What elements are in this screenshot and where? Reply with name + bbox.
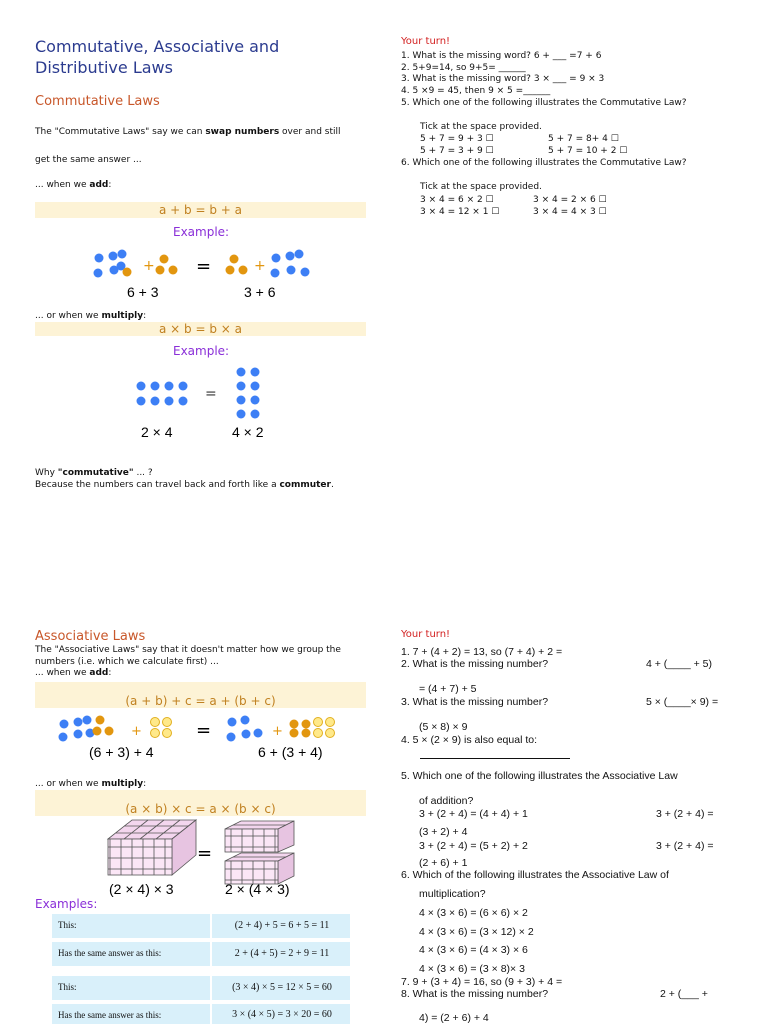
when-text: : [143, 311, 147, 321]
mult-formula: a × b = b × a [159, 322, 242, 336]
question-line: 3 + (2 + 4) = (4 + 4) + 1 [419, 808, 528, 820]
table-row [52, 914, 350, 938]
svg-text:+: + [254, 258, 266, 274]
assoc-mult-left-label: (2 × 4) × 3 [109, 881, 174, 897]
add-example-left-label: 6 + 3 [127, 284, 159, 300]
option[interactable]: 3 × 4 = 6 × 2 ☐ [420, 195, 494, 205]
assoc-mult-right-label: 2 × (4 × 3) [225, 881, 290, 897]
question-side-text: 5 × (____× 9) = [646, 696, 719, 708]
associative-intro-1: The "Associative Laws" say that it doesn't matter how we group the [35, 645, 341, 655]
when-text: ... or when we [35, 779, 102, 789]
question-line: 3. What is the missing number? [401, 696, 549, 708]
question-line: 2. What is the missing number? [401, 658, 549, 670]
answer-line [420, 758, 570, 759]
question-3: 3. What is the missing word? 3 × ___ = 9 × 3 [401, 74, 605, 84]
example-label: Example: [173, 344, 230, 358]
why-text: Why [35, 468, 58, 478]
svg-text:=: = [205, 386, 217, 402]
table-cell-label: This: [58, 920, 77, 930]
svg-text:=: = [196, 720, 212, 741]
examples-label: Examples: [35, 897, 98, 911]
table-row [52, 1004, 350, 1024]
because-text: . [330, 480, 334, 490]
example-label: Example: [173, 225, 230, 239]
table-cell-label: Has the same answer as this: [58, 1010, 162, 1020]
when-bold: add [89, 668, 109, 678]
assoc-mult-formula: (a × b) × c = a × (b × c) [125, 802, 276, 816]
mult-example-left-label: 2 × 4 [141, 424, 173, 440]
svg-text:+: + [272, 724, 283, 739]
question-line: 5. Which one of the following illustrates the Associative Law [401, 770, 678, 782]
when-text: : [108, 668, 112, 678]
option[interactable]: 5 + 7 = 9 + 3 ☐ [420, 134, 494, 144]
svg-text:+: + [143, 258, 155, 274]
why-bold: "commutative" [57, 468, 134, 478]
because-bold: commuter [279, 480, 331, 490]
your-turn-heading: Your turn! [401, 36, 451, 47]
why-text: ... ? [133, 468, 153, 478]
svg-text:+: + [131, 724, 142, 739]
intro-text: The "Commutative Laws" say we can [35, 127, 206, 137]
question-line: 1. 7 + (4 + 2) = 13, so (7 + 4) + 2 = [401, 646, 563, 658]
svg-text:=: = [196, 256, 212, 277]
when-bold: add [89, 180, 109, 190]
commutative-intro-line2: get the same answer ... [35, 155, 142, 165]
table-cell-expression: 2 + (4 + 5) = 2 + 9 = 11 [210, 942, 352, 966]
question-line: 4 × (3 × 6) = (4 × 3) × 6 [419, 944, 528, 956]
option[interactable]: 5 + 7 = 8+ 4 ☐ [548, 134, 619, 144]
when-bold: multiply [101, 311, 144, 321]
when-text: : [108, 180, 112, 190]
option[interactable]: 5 + 7 = 10 + 2 ☐ [548, 146, 628, 156]
tick-instruction: Tick at the space provided. [420, 122, 542, 132]
svg-text:=: = [197, 843, 213, 864]
option[interactable]: 5 + 7 = 3 + 9 ☐ [420, 146, 494, 156]
associative-heading: Associative Laws [35, 629, 146, 644]
question-side-text: 3 + (2 + 4) = [656, 808, 714, 820]
question-line: 4. 5 × (2 × 9) is also equal to: [401, 734, 537, 746]
assoc-add-formula: (a + b) + c = a + (b + c) [125, 694, 276, 708]
table-cell-expression: (3 × 4) × 5 = 12 × 5 = 60 [210, 976, 352, 1000]
examples-table [52, 914, 350, 1024]
question-line: = (4 + 7) + 5 [419, 683, 477, 695]
when-text: ... when we [35, 668, 90, 678]
question-line: 6. Which of the following illustrates the Associative Law of [401, 869, 669, 881]
table-row [52, 976, 350, 1000]
question-line: 4 × (3 × 6) = (6 × 6) × 2 [419, 907, 528, 919]
intro-text: over and still [279, 127, 341, 137]
option[interactable]: 3 × 4 = 12 × 1 ☐ [420, 207, 500, 217]
question-line: multiplication? [419, 888, 486, 900]
question-1: 1. What is the missing word? 6 + ___ =7 + 6 [401, 51, 602, 61]
commutative-heading: Commutative Laws [35, 94, 160, 109]
when-text: ... or when we [35, 311, 102, 321]
intro-bold: swap numbers [205, 127, 280, 137]
question-line: 7. 9 + (3 + 4) = 16, so (9 + 3) + 4 = [401, 976, 563, 988]
question-6: 6. Which one of the following illustrates the Commutative Law? [401, 158, 687, 168]
table-cell-expression: (2 + 4) + 5 = 6 + 5 = 11 [210, 914, 352, 938]
because-text: Because the numbers can travel back and forth like a [35, 480, 280, 490]
page-title-line1: Commutative, Associative and [35, 37, 280, 56]
assoc-add-left-label: (6 + 3) + 4 [89, 744, 154, 760]
question-line: 4 × (3 × 6) = (3 × 8)× 3 [419, 963, 525, 975]
option[interactable]: 3 × 4 = 2 × 6 ☐ [533, 195, 607, 205]
question-line: (5 × 8) × 9 [419, 721, 468, 733]
question-side-text: 2 + (___ + [660, 988, 708, 1000]
question-4: 4. 5 ×9 = 45, then 9 × 5 =______ [401, 86, 551, 96]
table-row [52, 942, 350, 966]
add-formula: a + b = b + a [159, 203, 242, 217]
question-line: 8. What is the missing number? [401, 988, 549, 1000]
question-side-text: 4 + (____ + 5) [646, 658, 712, 670]
question-line: 4) = (2 + 6) + 4 [419, 1012, 489, 1024]
table-cell-expression: 3 × (4 × 5) = 3 × 20 = 60 [210, 1004, 352, 1024]
question-line: (2 + 6) + 1 [419, 857, 468, 869]
when-text: ... when we [35, 180, 90, 190]
add-example-right-label: 3 + 6 [244, 284, 276, 300]
when-text: : [143, 779, 147, 789]
question-line: 3 + (2 + 4) = (5 + 2) + 2 [419, 840, 528, 852]
when-bold: multiply [101, 779, 144, 789]
question-2: 2. 5+9=14, so 9+5= ______ [401, 63, 526, 73]
tick-instruction: Tick at the space provided. [420, 182, 542, 192]
question-5: 5. Which one of the following illustrates the Commutative Law? [401, 98, 687, 108]
question-side-text: 3 + (2 + 4) = [656, 840, 714, 852]
mult-example-right-label: 4 × 2 [232, 424, 264, 440]
your-turn-heading: Your turn! [401, 629, 451, 640]
question-line: (3 + 2) + 4 [419, 826, 468, 838]
page-title-line2: Distributive Laws [35, 58, 173, 77]
question-line: 4 × (3 × 6) = (3 × 12) × 2 [419, 926, 534, 938]
associative-intro-2: numbers (i.e. which we calculate first) ... [35, 657, 219, 667]
option[interactable]: 3 × 4 = 4 × 3 ☐ [533, 207, 607, 217]
table-cell-label: This: [58, 982, 77, 992]
question-line: of addition? [419, 795, 474, 807]
assoc-add-right-label: 6 + (3 + 4) [258, 744, 323, 760]
table-cell-label: Has the same answer as this: [58, 948, 162, 958]
